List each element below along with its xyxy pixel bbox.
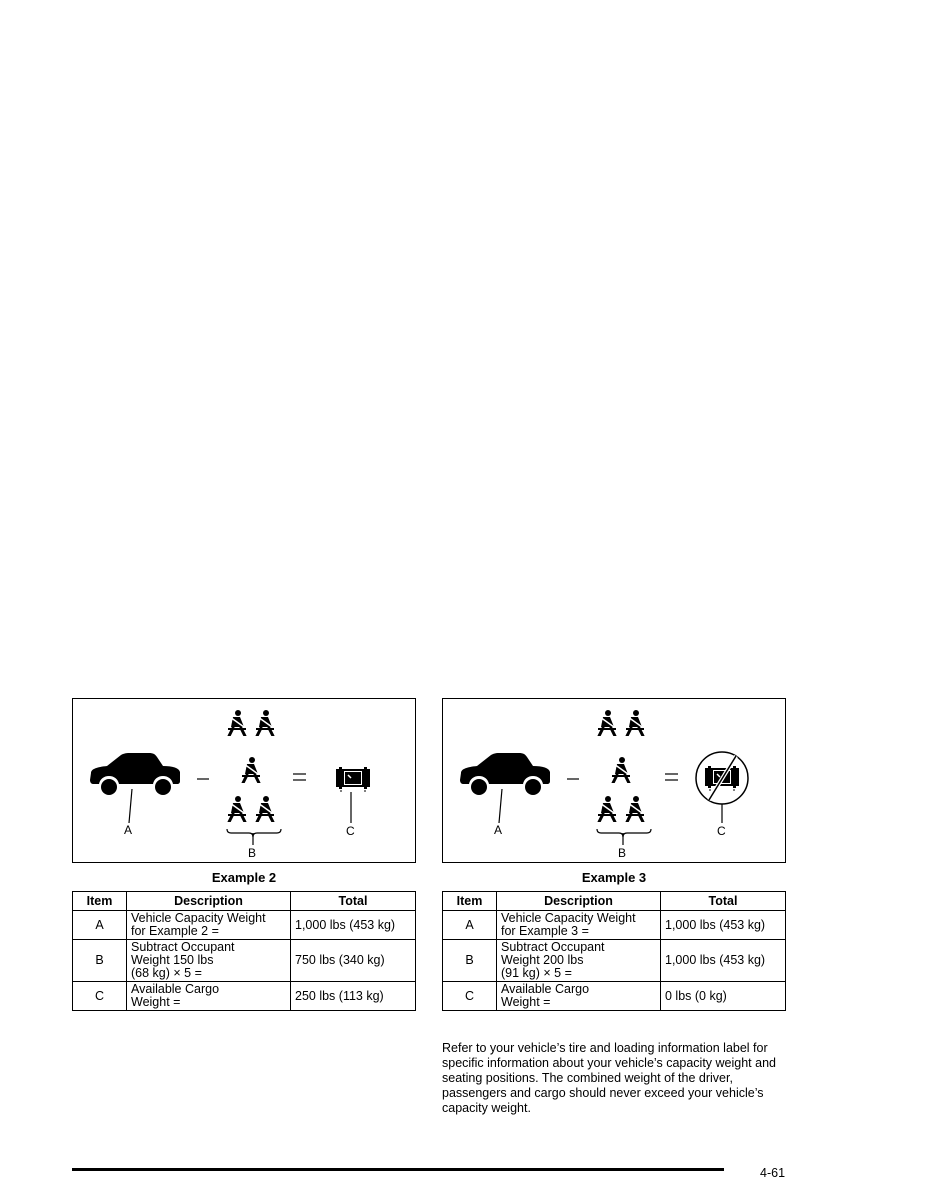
- cell-total: 0 lbs (0 kg): [661, 982, 786, 1011]
- cell-total: 750 lbs (340 kg): [291, 940, 416, 982]
- cell-item: C: [443, 982, 497, 1011]
- cell-total: 1,000 lbs (453 kg): [291, 911, 416, 940]
- cell-item: B: [73, 940, 127, 982]
- label-c: C: [346, 824, 355, 838]
- body-paragraph: Refer to your vehicle’s tire and loading information label for specific information about your vehicle’s capacity weight and seating positions. The combined weight of the driver, passengers and cargo should never exceed your vehicle’s capacity weight.: [442, 1040, 776, 1115]
- cell-description: Vehicle Capacity Weight for Example 2 =: [127, 911, 291, 940]
- page-number: 4-61: [760, 1166, 786, 1180]
- cell-description: Vehicle Capacity Weight for Example 3 =: [497, 911, 661, 940]
- header-total: Total: [291, 892, 416, 911]
- cell-total: 1,000 lbs (453 kg): [661, 940, 786, 982]
- example-3-table: [442, 891, 786, 1011]
- table-row: [443, 911, 786, 940]
- cell-total: 1,000 lbs (453 kg): [661, 911, 786, 940]
- cell-item: B: [443, 940, 497, 982]
- occupant-icon: [256, 710, 274, 736]
- cell-description: Subtract Occupant Weight 200 lbs (91 kg) × 5 =: [497, 940, 661, 982]
- example-2-table: [72, 891, 416, 1011]
- footer-rule: [72, 1168, 724, 1171]
- occupant-icon: [612, 757, 630, 783]
- table-row: [443, 982, 786, 1011]
- label-b: B: [618, 846, 627, 860]
- car-icon: [90, 753, 180, 795]
- example-2-diagram: [73, 699, 415, 862]
- header-item: Item: [443, 892, 497, 911]
- table-row: [73, 940, 416, 982]
- header-description: Description: [127, 892, 291, 911]
- header-description: Description: [497, 892, 661, 911]
- cell-description: Available Cargo Weight =: [497, 982, 661, 1011]
- example-2: [72, 698, 416, 1011]
- cell-total: 250 lbs (113 kg): [291, 982, 416, 1011]
- label-b: B: [248, 846, 257, 860]
- occupant-icon: [256, 796, 274, 822]
- occupant-icon: [228, 710, 246, 736]
- cell-description: Available Cargo Weight =: [127, 982, 291, 1011]
- example-3-caption: Example 3: [581, 870, 647, 885]
- header-total: Total: [661, 892, 786, 911]
- example-3: [442, 698, 786, 1011]
- label-a: A: [124, 823, 133, 837]
- car-icon: [460, 753, 550, 795]
- example-3-diagram: [443, 699, 785, 862]
- header-item: Item: [73, 892, 127, 911]
- table-header-row: [443, 892, 786, 911]
- table-row: [443, 940, 786, 982]
- cell-item: C: [73, 982, 127, 1011]
- example-3-figure: [442, 698, 786, 863]
- occupant-icon: [598, 710, 616, 736]
- table-row: [73, 982, 416, 1011]
- cell-description: Subtract Occupant Weight 150 lbs (68 kg) × 5 =: [127, 940, 291, 982]
- occupant-icon: [626, 796, 644, 822]
- table-header-row: [73, 892, 416, 911]
- cargo-icon: [336, 767, 370, 792]
- example-2-caption: Example 2: [211, 870, 277, 885]
- occupant-icon: [242, 757, 260, 783]
- occupant-icon: [598, 796, 616, 822]
- cell-item: A: [73, 911, 127, 940]
- table-row: [73, 911, 416, 940]
- occupant-icon: [626, 710, 644, 736]
- occupant-icon: [228, 796, 246, 822]
- example-2-figure: [72, 698, 416, 863]
- label-a: A: [494, 823, 503, 837]
- label-c: C: [717, 824, 726, 838]
- cell-item: A: [443, 911, 497, 940]
